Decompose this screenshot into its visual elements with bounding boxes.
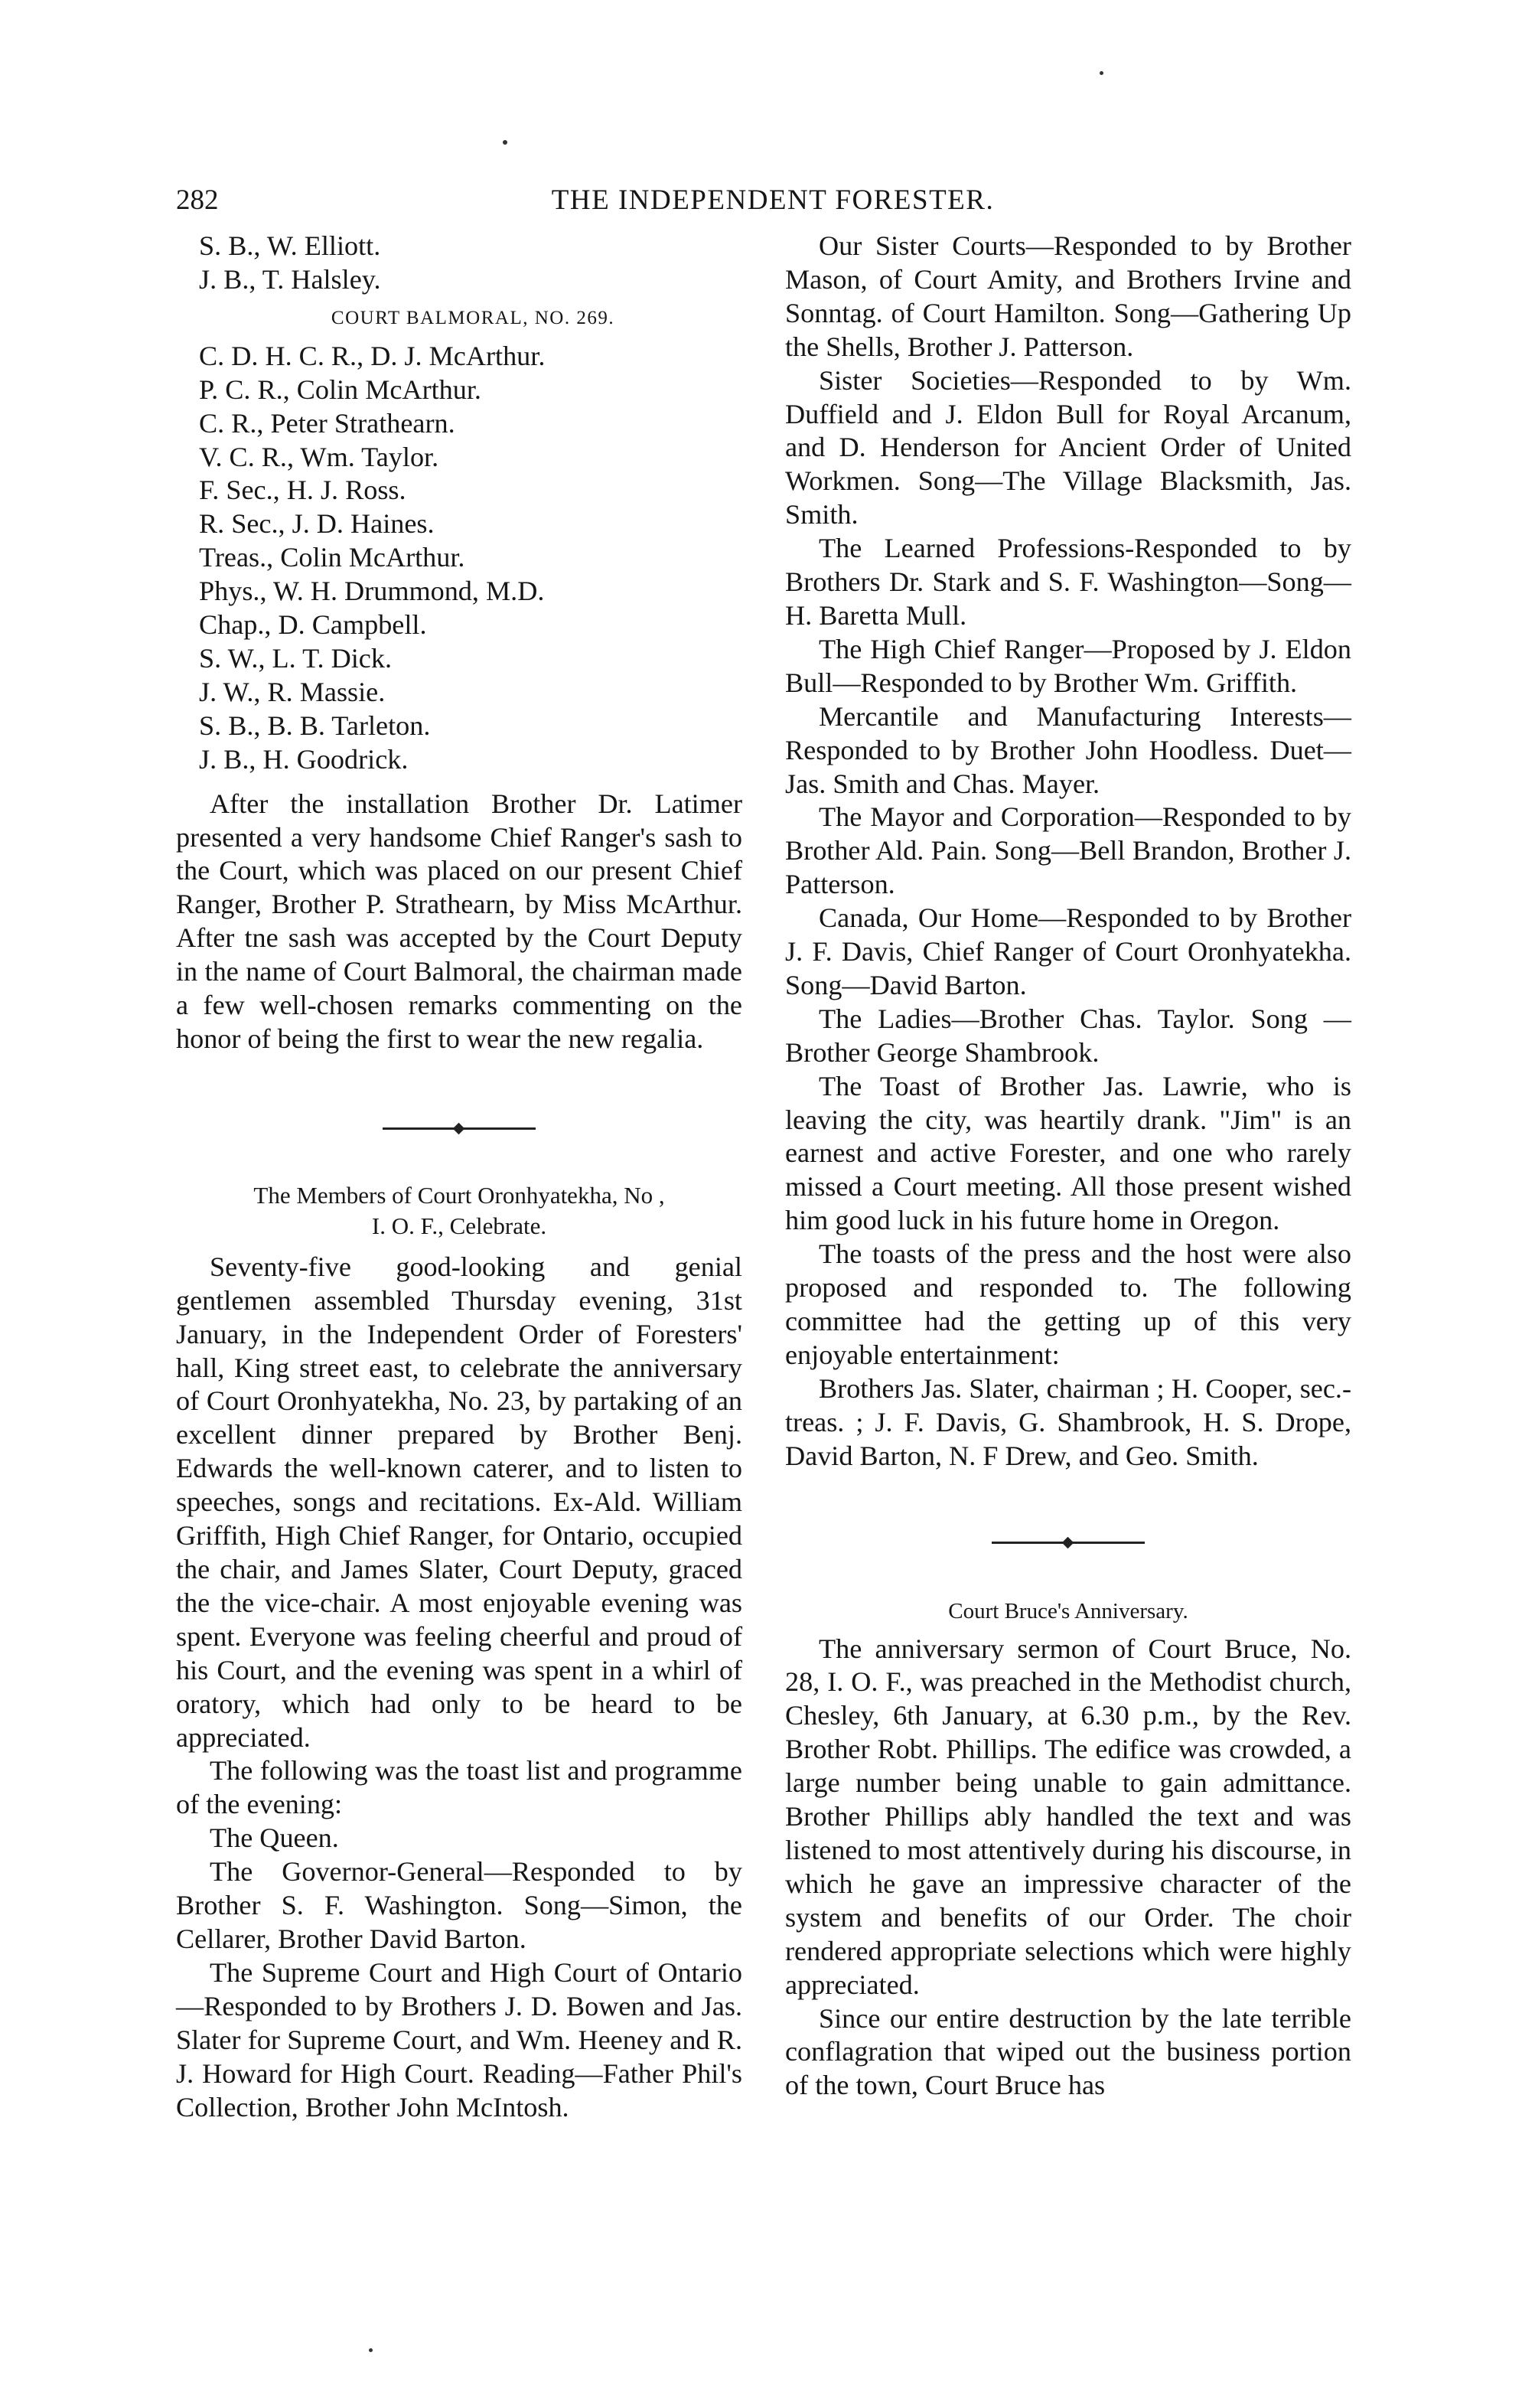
toast-paragraph: The High Chief Ranger—Proposed by J. Eldon Bull—Responded to by Brother Wm. Griffith. (785, 633, 1351, 698)
toast-paragraph: Canada, Our Home—Responded to by Brother J. F. Davis, Chief Ranger of Court Oronhyatekha. Song—David Barton. (785, 902, 1351, 1000)
officer-list-balmoral (199, 340, 742, 777)
toast-paragraph: Our Sister Courts—Responded to by Brother Mason, of Court Amity, and Brothers Irvine and Sonntag. of Court Hamilton. Song—Gathering Up the Shells, Brother J. Patterson. (785, 230, 1351, 362)
toast-paragraph: The Mayor and Corporation—Responded to by Brother Ald. Pain. Song—Bell Brandon, Brother J. Patterson. (785, 801, 1351, 900)
officer-line: C. R., Peter Strathearn. (199, 407, 455, 439)
section-divider (176, 1113, 742, 1147)
article-paragraph: Since our entire destruction by the late terrible conflagration that wiped out the business portion of the town, Court Bruce has (785, 2002, 1351, 2101)
toast-paragraph: Mercantile and Manufacturing Interests—Responded to by Brother John Hoodless. Duet—Jas. Smith and Chas. Mayer. (785, 700, 1351, 799)
officer-line: V. C. R., Wm. Taylor. (199, 441, 439, 472)
article-heading (176, 1180, 742, 1242)
officer-list-previous-court (199, 230, 742, 297)
section-divider (785, 1527, 1351, 1561)
officer-line: J. W., R. Massie. (199, 676, 386, 707)
print-speck (369, 2348, 373, 2352)
toast-paragraph: Sister Societies—Responded to by Wm. Duffield and J. Eldon Bull for Royal Arcanum, and D. Henderson for Ancient Order of United Workmen. Song—The Village Blacksmith, Jas. Smith. (785, 364, 1351, 530)
article-paragraph: Seventy-five good-looking and genial gentlemen assembled Thursday evening, 31st January, in the Independent Order of Foresters' hall, King street east, to celebrate the anniversary of Court Oronhyatekha, No. 23, by partaking of an excellent dinner prepared by Brother Benj. Edwards the well-known caterer, and to listen to speeches, songs and recitations. Ex-Ald. William Griffith, High Chief Ranger, for Ontario, occupied the chair, and James Slater, Court Deputy, graced the the vice-chair. A most enjoyable evening was spent. Everyone was feeling cheerful and proud of his Court, and the evening was spent in a whirl of oratory, which had only to be heard to be appreciated. (176, 1251, 742, 1753)
article-heading-line: The Members of Court Oronhyatekha, No , (253, 1181, 665, 1209)
left-column (176, 230, 742, 2124)
article-heading: Court Bruce's Anniversary. (948, 1598, 1188, 1623)
toast-paragraph: The Ladies—Brother Chas. Taylor. Song —Brother George Shambrook. (785, 1003, 1351, 1068)
page-number: 282 (176, 184, 219, 216)
officer-line: R. Sec., J. D. Haines. (199, 508, 435, 540)
toast-paragraph: The Learned Professions-Responded to by Brothers Dr. Stark and S. F. Washington—Song—H. Baretta Mull. (785, 533, 1351, 631)
officer-line: J. B., T. Halsley. (199, 263, 381, 295)
article-paragraph: The anniversary sermon of Court Bruce, No. 28, I. O. F., was preached in the Methodist church, Chesley, 6th January, at 6.30 p.m., by the Rev. Brother Robt. Phillips. The edifice was crowded, a large number being unable to gain admittance. Brother Phillips ably handled the text and was listened to most attentively during his discourse, in which he gave an impressive character of the system and benefits of our Order. The choir rendered appropriate selections which were highly appreciated. (785, 1633, 1351, 2000)
officer-line: F. Sec., H. J. Ross. (199, 475, 406, 506)
running-title: THE INDEPENDENT FORESTER. (551, 184, 995, 216)
toast-paragraph: The Governor-General—Responded to by Brother S. F. Washington. Song—Simon, the Cellarer, Brother David Barton. (176, 1856, 742, 1954)
officer-line: P. C. R., Colin McArthur. (199, 374, 481, 405)
toast-line: The Queen. (210, 1822, 339, 1854)
article-paragraph: The toasts of the press and the host were also proposed and responded to. The following committee had the getting up of this very enjoyable entertainment: (785, 1238, 1351, 1370)
officer-line: S. W., L. T. Dick. (199, 642, 392, 674)
right-column (785, 230, 1351, 2103)
officer-line: Treas., Colin McArthur. (199, 542, 465, 573)
court-balmoral-heading: COURT BALMORAL, NO. 269. (331, 307, 615, 328)
print-speck (503, 140, 507, 145)
article-paragraph: The Toast of Brother Jas. Lawrie, who is leaving the city, was heartily drank. "Jim" is an earnest and active Forester, and one who rarely missed a Court meeting. All those present wished him good luck in his future home in Oregon. (785, 1070, 1351, 1236)
article-paragraph: The following was the toast list and programme of the evening: (176, 1755, 742, 1820)
running-header (176, 181, 1370, 220)
installation-paragraph: After the installation Brother Dr. Latimer presented a very handsome Chief Ranger's sash to the Court, which was placed on our present Chief Ranger, Brother P. Strathearn, by Miss McArthur. After tne sash was accepted by the Court Deputy in the name of Court Balmoral, the chairman made a few well-chosen remarks commenting on the honor of being the first to wear the new regalia. (176, 788, 742, 1054)
officer-line: S. B., B. B. Tarleton. (199, 710, 431, 741)
officer-line: J. B., H. Goodrick. (199, 743, 409, 775)
officer-line: Chap., D. Campbell. (199, 609, 427, 641)
print-speck (1100, 71, 1103, 75)
officer-line: C. D. H. C. R., D. J. McArthur. (199, 340, 546, 371)
toast-paragraph: The Supreme Court and High Court of Ontario—Responded to by Brothers J. D. Bowen and Jas. Slater for Supreme Court, and Wm. Heeney and R. J. Howard for High Court. Reading—Father Phil's Collection, Brother John McIntosh. (176, 1956, 742, 2122)
committee-paragraph: Brothers Jas. Slater, chairman ; H. Cooper, sec.-treas. ; J. F. Davis, G. Shambrook, H. S. Drope, David Barton, N. F Drew, and Geo. Smith. (785, 1372, 1351, 1471)
officer-line: S. B., W. Elliott. (199, 230, 381, 261)
article-heading-line: I. O. F., Celebrate. (371, 1212, 547, 1239)
officer-line: Phys., W. H. Drummond, M.D. (199, 576, 545, 607)
